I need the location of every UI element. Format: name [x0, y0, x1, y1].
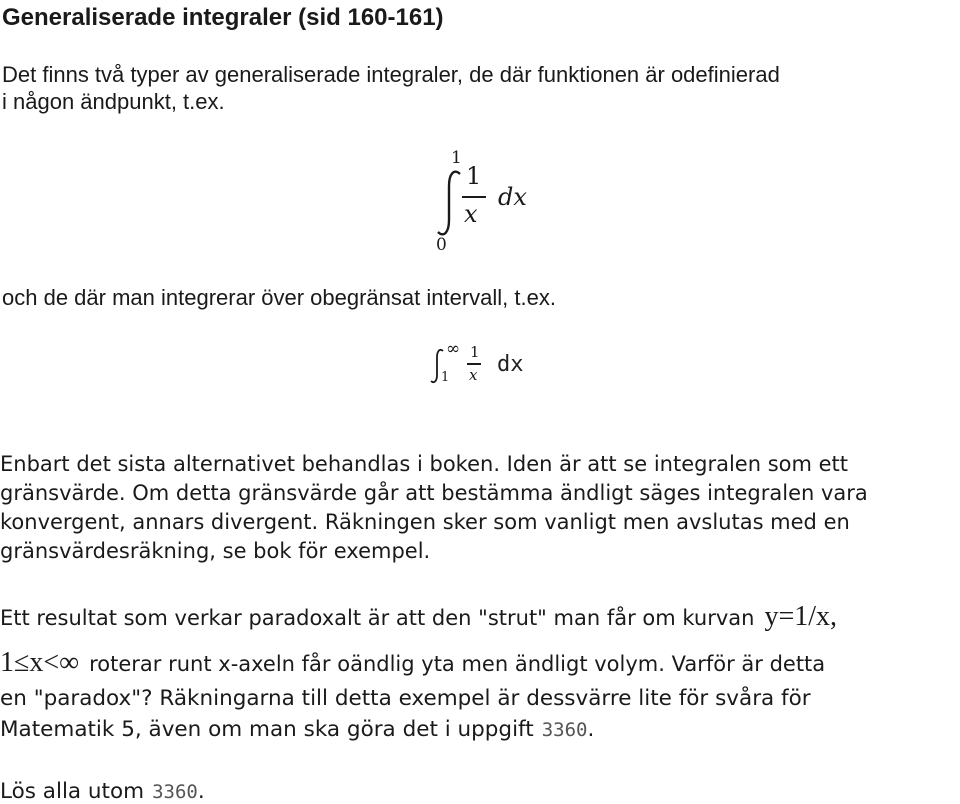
fraction-bar: [467, 363, 481, 365]
sentence-end: .: [587, 717, 595, 742]
integral-one-differential: dx: [498, 183, 527, 211]
integral-two-upper: ∞: [446, 339, 461, 359]
integral-two-lower: 1: [441, 370, 450, 385]
integral-one-denominator: x: [464, 200, 478, 228]
para1-line-3: konvergent, annars divergent. Räkningen sker som vanligt men avslutas med en: [0, 510, 850, 534]
sentence-end: .: [197, 779, 205, 804]
unbounded-text: och de där man integrerar över obegränsat intervall, t.ex.: [2, 285, 556, 310]
para2-line-2: [0, 647, 825, 679]
interval-inequality: 1≤x<∞: [0, 647, 80, 678]
integral-one-upper: 1: [451, 148, 462, 168]
para2-line-1: [0, 601, 837, 633]
para2-line-1-text: Ett resultat som verkar paradoxalt är att den "strut" man får om kurvan: [0, 606, 755, 630]
fraction-bar: [462, 196, 486, 198]
para2-line-2-text: roterar runt x-axeln får oändlig yta men ändligt volym. Varför är detta: [89, 652, 826, 676]
para1-line-2: gränsvärde. Om detta gränsvärde går att bestämma ändligt säges integralen vara: [0, 481, 868, 505]
integral-sign-icon: [432, 168, 468, 238]
para1-line-4: gränsvärdesräkning, se bok för exempel.: [0, 539, 431, 563]
integral-one-numerator: 1: [466, 162, 482, 190]
intro-line-1: Det finns två typer av generaliserade integraler, de där funktionen är odefinierad: [2, 62, 780, 87]
para1-line-1: Enbart det sista alternativet behandlas i boken. Iden är att se integralen som ett: [0, 452, 848, 476]
integral-two-differential: dx: [497, 352, 524, 377]
intro-line-2: i någon ändpunkt, t.ex.: [2, 89, 225, 114]
para2-line-4: [0, 717, 594, 742]
para2-line-4-text: Matematik 5, även om man ska göra det i uppgift: [0, 717, 534, 742]
integral-two-numerator: 1: [470, 343, 480, 361]
final-code: 3360: [152, 781, 198, 803]
page-title: Generaliserade integraler (sid 160-161): [2, 4, 444, 31]
curve-equation: y=1/x,: [764, 601, 838, 632]
final-line: [0, 779, 205, 804]
exercise-code: 3360: [541, 719, 588, 741]
para2-line-3: en "paradox"? Räkningarna till detta exempel är dessvärre lite för svåra för: [0, 686, 811, 711]
integral-two-denominator: x: [469, 366, 478, 384]
final-text: Lös alla utom: [0, 779, 145, 804]
integral-one-lower: 0: [436, 235, 447, 255]
